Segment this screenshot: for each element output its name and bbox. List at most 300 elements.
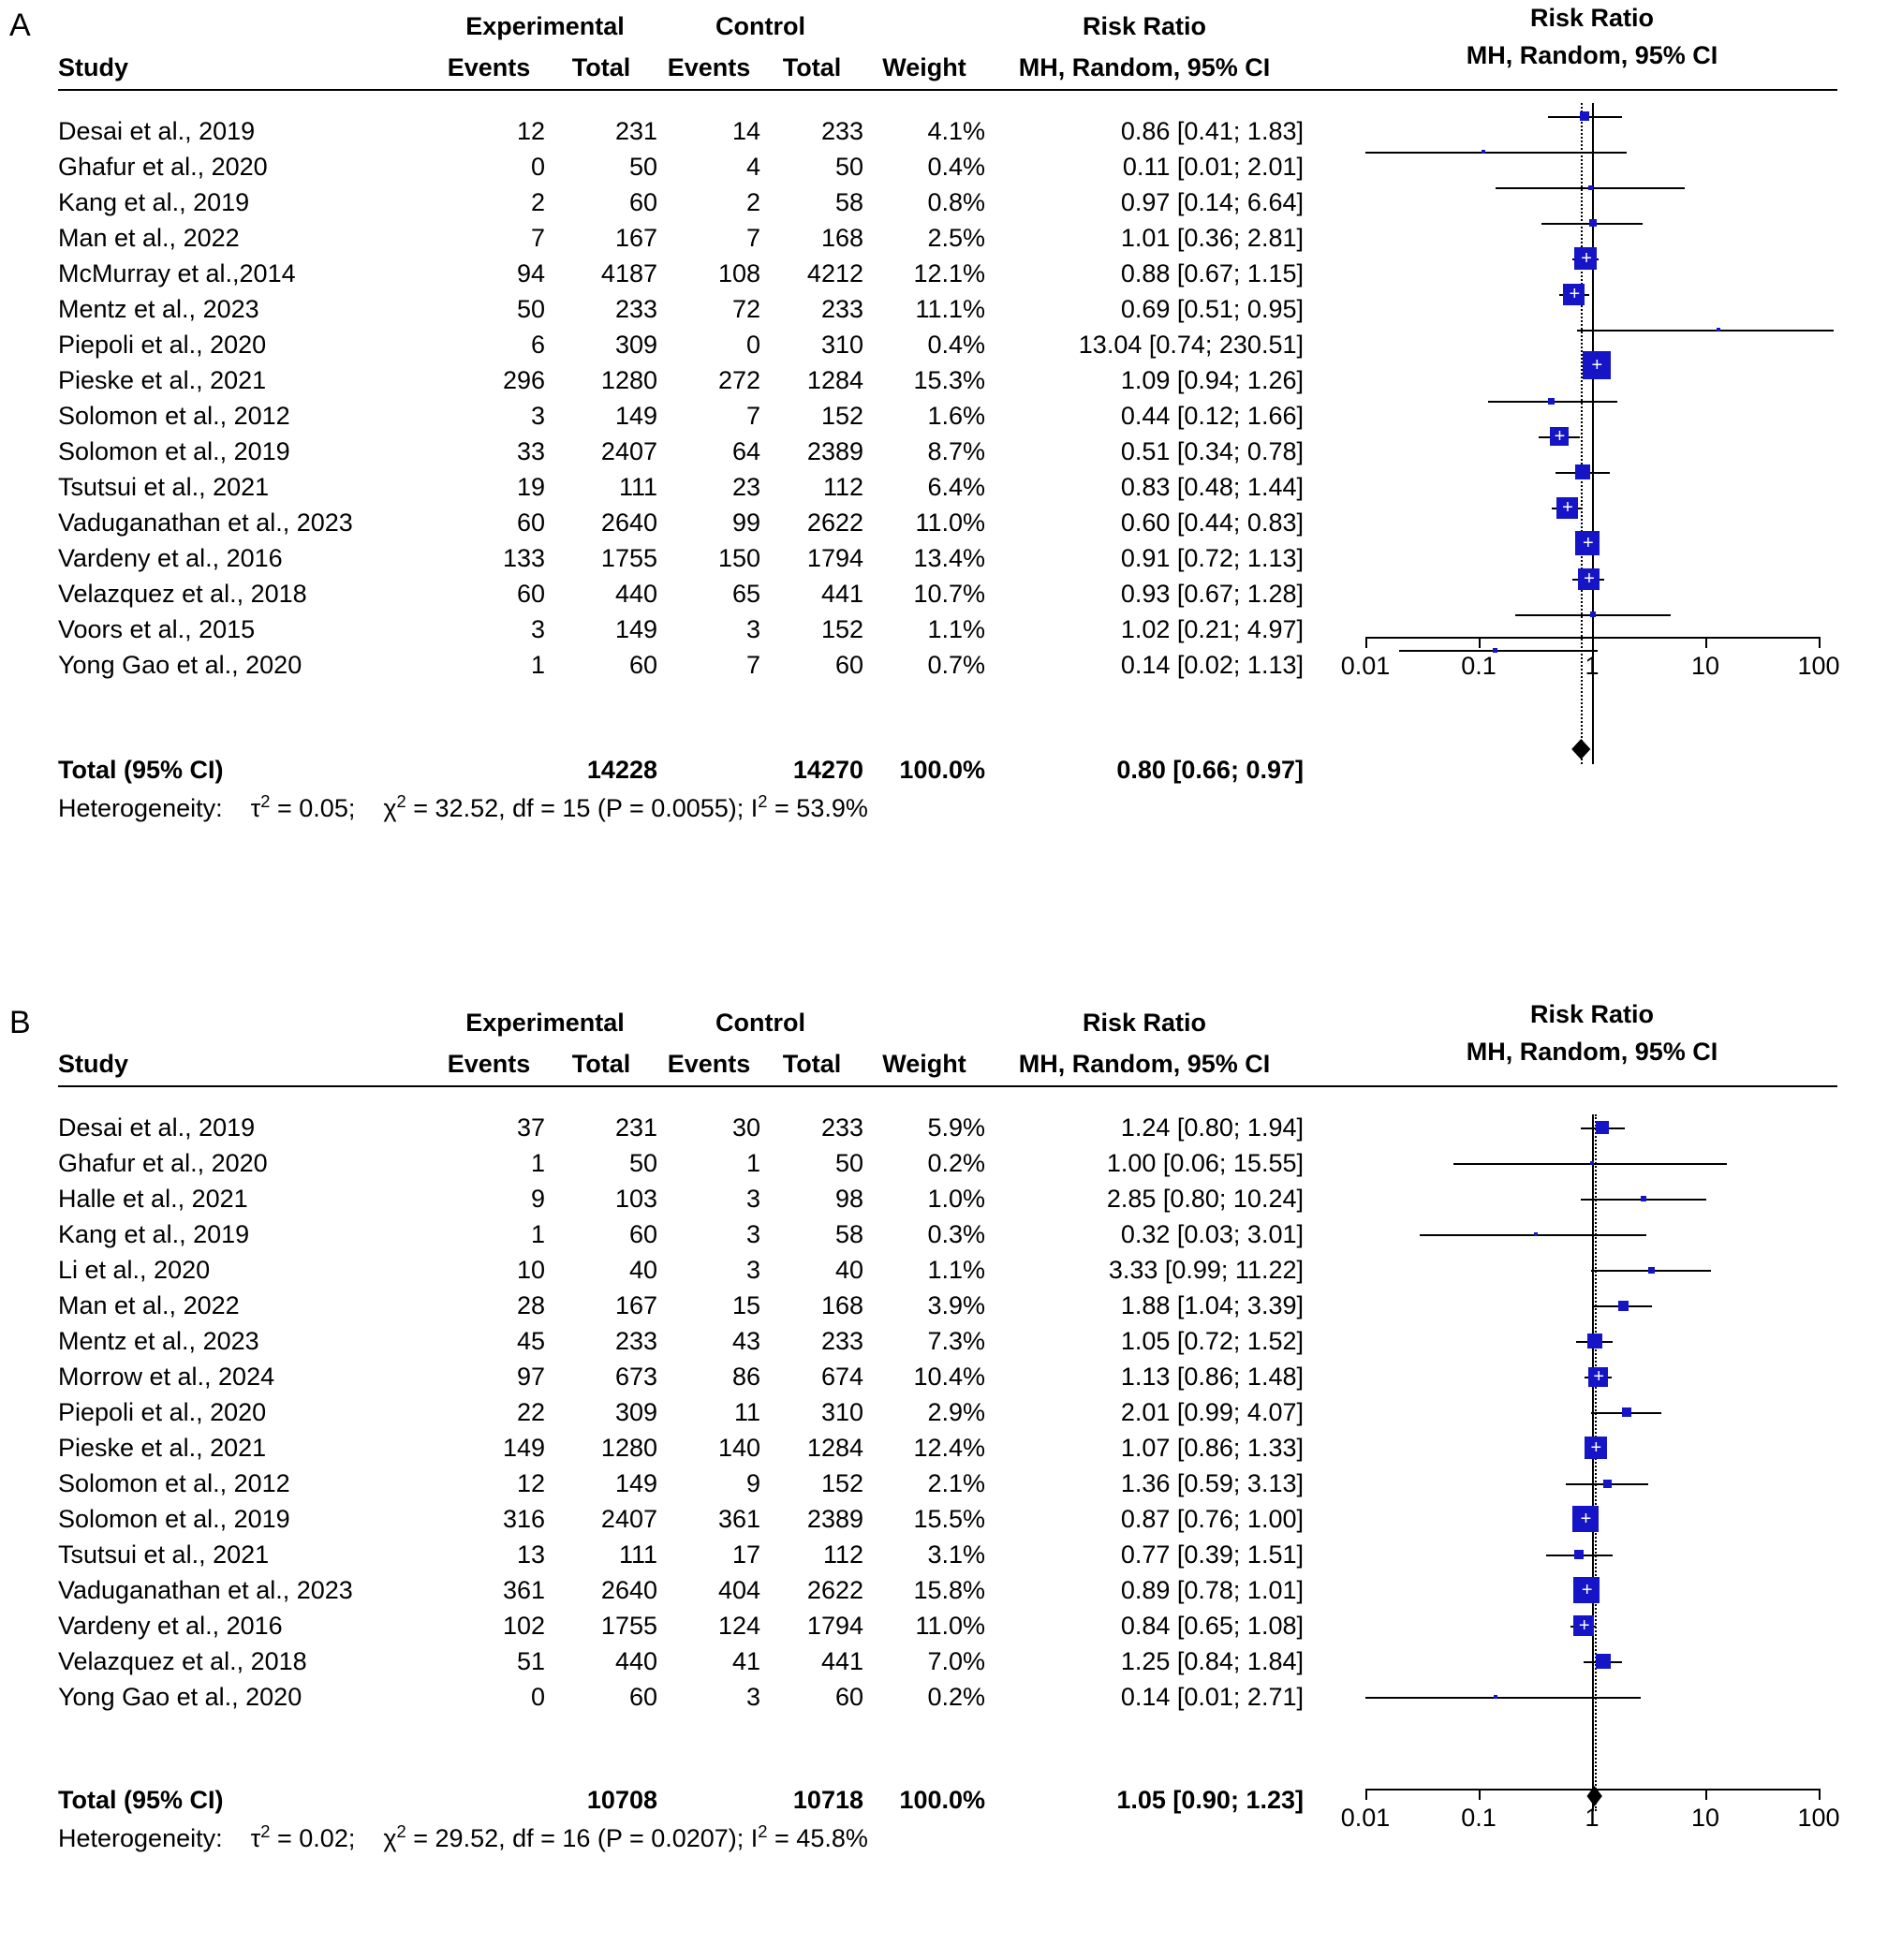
cell-ctl-events: 7 — [745, 402, 760, 430]
cell-exp-total: 149 — [614, 402, 657, 430]
cell-weight: 0.2% — [927, 1683, 985, 1711]
cell-ctl-total: 441 — [820, 1647, 863, 1675]
cell-ctl-total: 1794 — [806, 544, 863, 572]
header-risk-ratio: Risk Ratio — [1082, 12, 1207, 40]
cell-exp-total: 167 — [614, 224, 657, 252]
cell-study: Vaduganathan et al., 2023 — [58, 508, 353, 537]
cell-weight: 2.5% — [927, 224, 985, 252]
x-axis-tick-label: 10 — [1690, 1804, 1720, 1832]
cell-ctl-total: 233 — [820, 1327, 863, 1355]
cell-weight: 11.1% — [915, 295, 985, 323]
cell-ctl-events: 7 — [745, 224, 760, 252]
cell-exp-events: 22 — [516, 1398, 545, 1426]
table-row — [58, 1641, 1304, 1676]
heterogeneity-a: Heterogeneity: $\tau^2 = 0.05$; $\chi^2 = 32.52$, df = 15 (P = 0.0055); $I^2 = 53.9\%$ — [58, 791, 868, 822]
cell-ctl-total: 441 — [820, 580, 863, 608]
cell-rr-ci: 1.88 [1.04; 3.39] — [1120, 1291, 1304, 1319]
cell-ctl-events: 86 — [731, 1363, 760, 1391]
cell-exp-total: 1755 — [600, 1612, 657, 1640]
cell-weight: 2.9% — [927, 1398, 985, 1426]
cell-ctl-events: 3 — [745, 1256, 760, 1284]
cell-exp-events: 102 — [502, 1612, 545, 1640]
x-axis-tick-label: 0.01 — [1340, 652, 1391, 680]
cell-weight: 3.1% — [927, 1540, 985, 1569]
header-risk-ratio-b: Risk Ratio — [1082, 1009, 1207, 1037]
cell-study: Piepoli et al., 2020 — [58, 331, 267, 359]
table-row — [58, 1427, 1304, 1463]
cell-ctl-total: 112 — [822, 473, 863, 501]
cell-exp-events: 0 — [530, 153, 545, 181]
cell-weight: 1.1% — [927, 1256, 985, 1284]
cell-ctl-events: 4 — [745, 153, 760, 181]
cell-rr-ci: 1.09 [0.94; 1.26] — [1120, 366, 1304, 394]
cell-exp-events: 2 — [530, 188, 545, 216]
cell-ctl-events: 272 — [717, 366, 760, 394]
table-row — [58, 217, 1304, 253]
cell-exp-total: 1755 — [600, 544, 657, 572]
x-axis-tick — [1479, 637, 1481, 648]
cell-ctl-total: 152 — [820, 1469, 863, 1497]
table-row — [58, 1214, 1304, 1249]
cell-ctl-events: 140 — [717, 1434, 760, 1462]
x-axis-tick-label: 0.01 — [1340, 1804, 1391, 1832]
heterogeneity-chi: = 32.52, df = 15 (P = 0.0055); I — [413, 794, 759, 822]
cell-exp-total: 111 — [618, 1540, 657, 1569]
cell-study: Li et al., 2020 — [58, 1256, 211, 1284]
cell-study: Mentz et al., 2023 — [58, 295, 259, 323]
cell-exp-total: 50 — [628, 153, 657, 181]
cell-exp-total: 2407 — [600, 1505, 657, 1533]
cell-exp-events: 37 — [516, 1113, 545, 1142]
cell-ctl-total: 58 — [834, 1220, 863, 1248]
total-weight-b: 100.0% — [899, 1786, 985, 1814]
cell-ctl-total: 98 — [834, 1185, 863, 1213]
cell-study: Man et al., 2022 — [58, 224, 240, 252]
total-weight: 100.0% — [899, 756, 985, 784]
confidence-interval-line — [1420, 1234, 1646, 1236]
table-row — [58, 1498, 1304, 1534]
cell-ctl-total: 1794 — [806, 1612, 863, 1640]
cell-weight: 12.4% — [913, 1434, 985, 1462]
cell-ctl-total: 310 — [820, 1398, 863, 1426]
table-row — [58, 288, 1304, 324]
cell-exp-events: 13 — [516, 1540, 545, 1569]
forest-table-a — [58, 4, 1304, 82]
cell-exp-total: 60 — [628, 188, 657, 216]
cell-weight: 3.9% — [927, 1291, 985, 1319]
x-axis-tick-label: 1 — [1585, 1804, 1600, 1832]
cell-ctl-events: 72 — [731, 295, 760, 323]
cell-exp-total: 231 — [614, 1113, 657, 1142]
cell-study: Yong Gao et al., 2020 — [58, 651, 302, 679]
cell-exp-total: 673 — [614, 1363, 657, 1391]
header-weight: Weight — [882, 53, 966, 81]
effect-size-marker — [1574, 1550, 1584, 1559]
cell-rr-ci: 0.77 [0.39; 1.51] — [1120, 1540, 1304, 1569]
forest-table-b — [58, 1000, 1304, 1079]
heterogeneity-chi-b: = 29.52, df = 16 (P = 0.0207); I — [413, 1824, 759, 1852]
x-axis-tick — [1365, 1789, 1367, 1800]
forest-total-a — [58, 749, 1304, 785]
effect-size-marker — [1588, 185, 1593, 190]
cell-ctl-events: 124 — [717, 1612, 760, 1640]
total-ctl-total-b: 10718 — [792, 1786, 863, 1814]
marker-center-tick: + — [1578, 1615, 1590, 1636]
cell-ctl-events: 14 — [731, 117, 760, 145]
confidence-interval-line — [1577, 330, 1834, 332]
effect-size-marker — [1590, 1161, 1594, 1165]
cell-rr-ci: 0.86 [0.41; 1.83] — [1120, 117, 1304, 145]
confidence-interval-line — [1365, 152, 1627, 154]
header-control-b: Control — [715, 1009, 805, 1037]
cell-ctl-total: 1284 — [806, 366, 863, 394]
cell-ctl-events: 2 — [745, 188, 760, 216]
cell-ctl-events: 0 — [745, 331, 760, 359]
cell-exp-total: 4187 — [600, 259, 657, 287]
cell-exp-total: 167 — [614, 1291, 657, 1319]
cell-exp-events: 51 — [516, 1647, 545, 1675]
cell-study: Vardeny et al., 2016 — [58, 544, 283, 572]
cell-ctl-events: 361 — [717, 1505, 760, 1533]
spacer-cell-b2 — [863, 1000, 985, 1038]
panel-label-b: B — [9, 1005, 31, 1040]
cell-study: Desai et al., 2019 — [58, 117, 256, 145]
header-ctl-events: Events — [667, 53, 751, 81]
x-axis-tick-label: 100 — [1797, 652, 1840, 680]
header-weight-b: Weight — [882, 1050, 966, 1078]
marker-center-tick: + — [1562, 497, 1573, 518]
cell-study: Kang et al., 2019 — [58, 1220, 250, 1248]
cell-weight: 0.2% — [927, 1149, 985, 1177]
header-experimental-b: Experimental — [465, 1009, 625, 1037]
cell-weight: 5.9% — [927, 1113, 985, 1142]
cell-exp-events: 1 — [530, 1220, 545, 1248]
total-rr-ci: 0.80 [0.66; 0.97] — [1116, 756, 1304, 784]
cell-exp-total: 309 — [614, 331, 657, 359]
effect-size-marker — [1580, 111, 1589, 121]
cell-ctl-total: 2389 — [806, 1505, 863, 1533]
table-row — [58, 1107, 1304, 1142]
cell-ctl-total: 50 — [834, 153, 863, 181]
effect-size-marker — [1548, 398, 1555, 405]
spacer-cell-b — [58, 1000, 433, 1038]
cell-rr-ci: 0.83 [0.48; 1.44] — [1120, 473, 1304, 501]
cell-rr-ci: 0.97 [0.14; 6.64] — [1120, 188, 1304, 216]
table-row — [58, 1142, 1304, 1178]
table-row — [58, 1249, 1304, 1285]
cell-rr-ci: 0.60 [0.44; 0.83] — [1120, 508, 1304, 537]
cell-rr-ci: 0.87 [0.76; 1.00] — [1120, 1505, 1304, 1533]
total-ctl-total: 14270 — [792, 756, 863, 784]
table-row — [58, 146, 1304, 182]
cell-ctl-total: 152 — [820, 615, 863, 643]
header-study: Study — [58, 53, 129, 81]
cell-ctl-total: 674 — [820, 1363, 863, 1391]
cell-ctl-events: 150 — [717, 544, 760, 572]
cell-exp-events: 97 — [516, 1363, 545, 1391]
cell-rr-ci: 0.88 [0.67; 1.15] — [1120, 259, 1304, 287]
heterogeneity-label-b: Heterogeneity: — [58, 1824, 223, 1852]
header-exp-total-b: Total — [571, 1050, 631, 1078]
cell-rr-ci: 0.44 [0.12; 1.66] — [1120, 402, 1304, 430]
confidence-interval-line — [1365, 1697, 1641, 1699]
header-exp-total: Total — [571, 53, 631, 81]
pooled-effect-dotted-line — [1595, 1114, 1597, 1811]
header-control: Control — [715, 12, 805, 40]
table-row — [58, 466, 1304, 502]
cell-ctl-events: 30 — [731, 1113, 760, 1142]
forest-rows-b — [58, 1107, 1304, 1712]
cell-study: Man et al., 2022 — [58, 1291, 240, 1319]
header-rr-ci: MH, Random, 95% CI — [1018, 53, 1271, 81]
cell-study: Ghafur et al., 2020 — [58, 1149, 268, 1177]
cell-ctl-total: 310 — [820, 331, 863, 359]
x-axis-tick — [1592, 1789, 1594, 1800]
cell-exp-events: 3 — [530, 615, 545, 643]
cell-weight: 12.1% — [913, 259, 985, 287]
cell-study: McMurray et al.,2014 — [58, 259, 296, 287]
total-row-b — [58, 1779, 1304, 1815]
cell-ctl-total: 233 — [820, 1113, 863, 1142]
cell-study: Morrow et al., 2024 — [58, 1363, 275, 1391]
x-axis-tick-label: 0.1 — [1461, 1804, 1497, 1832]
forest-header-title-a: Risk Ratio — [1529, 4, 1655, 32]
heterogeneity-label: Heterogeneity: — [58, 794, 223, 822]
cell-exp-events: 10 — [516, 1256, 545, 1284]
cell-ctl-total: 40 — [834, 1256, 863, 1284]
cell-rr-ci: 1.25 [0.84; 1.84] — [1120, 1647, 1304, 1675]
cell-ctl-events: 3 — [745, 1683, 760, 1711]
header-rule-b — [58, 1085, 1837, 1087]
marker-center-tick: + — [1554, 426, 1566, 447]
effect-size-marker — [1534, 1232, 1538, 1236]
cell-exp-total: 60 — [628, 1683, 657, 1711]
cell-rr-ci: 0.89 [0.78; 1.01] — [1120, 1576, 1304, 1604]
table-row — [58, 644, 1304, 680]
x-axis-tick — [1365, 637, 1367, 648]
marker-center-tick: + — [1584, 568, 1595, 589]
cell-rr-ci: 0.91 [0.72; 1.13] — [1120, 544, 1304, 572]
effect-size-marker — [1590, 612, 1596, 617]
heterogeneity-isq: = 53.9% — [774, 794, 868, 822]
table-row — [58, 609, 1304, 644]
table-header-row-groups — [58, 4, 1304, 41]
table-header-row-columns-b — [58, 1038, 1304, 1079]
cell-exp-total: 149 — [614, 615, 657, 643]
cell-exp-total: 440 — [614, 1647, 657, 1675]
x-axis-tick-label: 0.1 — [1461, 652, 1497, 680]
effect-size-marker — [1596, 1654, 1611, 1669]
header-ctl-events-b: Events — [667, 1050, 751, 1078]
cell-study: Vaduganathan et al., 2023 — [58, 1576, 353, 1604]
cell-weight: 0.8% — [927, 188, 985, 216]
cell-ctl-total: 4212 — [806, 259, 863, 287]
cell-exp-total: 50 — [628, 1149, 657, 1177]
marker-center-tick: + — [1583, 533, 1594, 553]
cell-ctl-total: 2622 — [806, 1576, 863, 1604]
cell-rr-ci: 13.04 [0.74; 230.51] — [1078, 331, 1304, 359]
header-exp-events-b: Events — [447, 1050, 531, 1078]
cell-weight: 2.1% — [927, 1469, 985, 1497]
cell-ctl-events: 1 — [745, 1149, 760, 1177]
table-row — [58, 1676, 1304, 1712]
cell-rr-ci: 1.01 [0.36; 2.81] — [1120, 224, 1304, 252]
marker-center-tick: + — [1590, 1437, 1602, 1458]
table-row — [58, 324, 1304, 360]
cell-ctl-total: 60 — [834, 651, 863, 679]
table-row — [58, 360, 1304, 395]
cell-ctl-events: 64 — [731, 437, 760, 465]
forest-rows-a — [58, 111, 1304, 680]
header-experimental: Experimental — [465, 12, 625, 40]
table-row — [58, 1320, 1304, 1356]
x-axis-tick — [1705, 1789, 1707, 1800]
cell-ctl-total: 168 — [820, 1291, 863, 1319]
table-row — [58, 1392, 1304, 1427]
cell-exp-events: 9 — [530, 1185, 545, 1213]
cell-rr-ci: 3.33 [0.99; 11.22] — [1108, 1256, 1304, 1284]
cell-rr-ci: 1.02 [0.21; 4.97] — [1120, 615, 1304, 643]
cell-ctl-events: 15 — [731, 1291, 760, 1319]
cell-rr-ci: 1.05 [0.72; 1.52] — [1120, 1327, 1304, 1355]
forest-header-sub-b: MH, Random, 95% CI — [1466, 1038, 1718, 1066]
cell-ctl-total: 112 — [822, 1540, 863, 1569]
cell-ctl-total: 60 — [834, 1683, 863, 1711]
cell-exp-events: 0 — [530, 1683, 545, 1711]
cell-exp-events: 28 — [516, 1291, 545, 1319]
cell-weight: 15.5% — [913, 1505, 985, 1533]
cell-exp-total: 1280 — [600, 1434, 657, 1462]
cell-ctl-total: 58 — [834, 188, 863, 216]
spacer-cell — [58, 4, 433, 41]
cell-ctl-total: 2622 — [806, 508, 863, 537]
x-axis-tick-label: 1 — [1585, 652, 1600, 680]
cell-study: Solomon et al., 2019 — [58, 437, 290, 465]
table-row — [58, 1534, 1304, 1569]
total-exp-total: 14228 — [586, 756, 657, 784]
cell-exp-total: 40 — [628, 1256, 657, 1284]
cell-exp-total: 309 — [614, 1398, 657, 1426]
heterogeneity-tau-b: = 0.02; — [277, 1824, 356, 1852]
header-ctl-total: Total — [782, 53, 842, 81]
cell-exp-events: 316 — [502, 1505, 545, 1533]
cell-ctl-total: 233 — [820, 295, 863, 323]
cell-ctl-total: 152 — [820, 402, 863, 430]
cell-rr-ci: 0.93 [0.67; 1.28] — [1120, 580, 1304, 608]
table-row — [58, 573, 1304, 609]
effect-size-marker — [1596, 1121, 1609, 1134]
cell-weight: 15.3% — [913, 366, 985, 394]
forest-plot-area-b — [1340, 1105, 1840, 1929]
cell-exp-events: 12 — [516, 117, 545, 145]
cell-exp-total: 233 — [614, 1327, 657, 1355]
cell-study: Pieske et al., 2021 — [58, 1434, 267, 1462]
cell-rr-ci: 0.11 [0.01; 2.01] — [1122, 153, 1304, 181]
header-study-b: Study — [58, 1050, 129, 1078]
total-label: Total (95% CI) — [58, 756, 224, 784]
effect-size-marker — [1575, 464, 1590, 479]
heterogeneity-isq-b: = 45.8% — [774, 1824, 868, 1852]
effect-size-marker — [1641, 1196, 1646, 1201]
cell-weight: 0.4% — [927, 153, 985, 181]
cell-study: Solomon et al., 2012 — [58, 402, 290, 430]
cell-ctl-events: 65 — [731, 580, 760, 608]
cell-ctl-events: 17 — [731, 1540, 760, 1569]
cell-rr-ci: 1.24 [0.80; 1.94] — [1120, 1113, 1304, 1142]
cell-study: Tsutsui et al., 2021 — [58, 1540, 270, 1569]
effect-size-marker — [1482, 150, 1485, 154]
pooled-effect-diamond — [1349, 733, 1836, 765]
cell-weight: 8.7% — [927, 437, 985, 465]
cell-ctl-total: 2389 — [806, 437, 863, 465]
table-row — [58, 502, 1304, 538]
header-exp-events: Events — [447, 53, 531, 81]
spacer-cell-2 — [863, 4, 985, 41]
x-axis-tick-label: 100 — [1797, 1804, 1840, 1832]
effect-size-marker — [1587, 1334, 1602, 1348]
effect-size-marker — [1494, 1695, 1497, 1699]
cell-study: Pieske et al., 2021 — [58, 366, 267, 394]
cell-exp-events: 3 — [530, 402, 545, 430]
cell-exp-events: 45 — [516, 1327, 545, 1355]
marker-center-tick: + — [1581, 1580, 1593, 1600]
cell-study: Desai et al., 2019 — [58, 1113, 256, 1142]
x-axis-tick — [1705, 637, 1707, 648]
heterogeneity-b: Heterogeneity: $\tau^2 = 0.02$; $\chi^2 = 29.52$, df = 16 (P = 0.0207); $I^2 = 45.8\%$ — [58, 1821, 868, 1852]
cell-rr-ci: 0.32 [0.03; 3.01] — [1120, 1220, 1304, 1248]
cell-rr-ci: 1.36 [0.59; 3.13] — [1120, 1469, 1304, 1497]
cell-ctl-total: 1284 — [806, 1434, 863, 1462]
cell-weight: 7.3% — [927, 1327, 985, 1355]
cell-exp-total: 233 — [614, 295, 657, 323]
x-axis-tick — [1819, 637, 1821, 648]
cell-exp-events: 19 — [516, 473, 545, 501]
cell-exp-events: 60 — [516, 580, 545, 608]
cell-weight: 4.1% — [927, 117, 985, 145]
cell-ctl-events: 3 — [745, 615, 760, 643]
forest-plot-area-a — [1340, 94, 1840, 843]
cell-ctl-events: 43 — [731, 1327, 760, 1355]
header-rr-ci-b: MH, Random, 95% CI — [1018, 1050, 1271, 1078]
cell-exp-events: 361 — [502, 1576, 545, 1604]
cell-ctl-events: 7 — [745, 651, 760, 679]
total-exp-total-b: 10708 — [586, 1786, 657, 1814]
cell-exp-events: 149 — [502, 1434, 545, 1462]
cell-exp-events: 94 — [516, 259, 545, 287]
cell-study: Kang et al., 2019 — [58, 188, 250, 216]
table-row — [58, 1178, 1304, 1214]
cell-study: Ghafur et al., 2020 — [58, 153, 268, 181]
table-row — [58, 111, 1304, 146]
cell-study: Mentz et al., 2023 — [58, 1327, 259, 1355]
table-row — [58, 431, 1304, 466]
cell-rr-ci: 2.01 [0.99; 4.07] — [1120, 1398, 1304, 1426]
cell-ctl-events: 3 — [745, 1185, 760, 1213]
table-row — [58, 395, 1304, 431]
cell-weight: 0.3% — [927, 1220, 985, 1248]
cell-weight: 0.7% — [927, 651, 985, 679]
cell-exp-total: 60 — [628, 1220, 657, 1248]
x-axis-tick-label: 10 — [1690, 652, 1720, 680]
cell-exp-total: 440 — [614, 580, 657, 608]
table-header-row-groups-b — [58, 1000, 1304, 1038]
cell-weight: 11.0% — [915, 1612, 985, 1640]
effect-size-marker — [1589, 219, 1597, 227]
cell-ctl-events: 23 — [731, 473, 760, 501]
heterogeneity-tau: = 0.05; — [277, 794, 356, 822]
cell-exp-total: 149 — [614, 1469, 657, 1497]
cell-exp-events: 7 — [530, 224, 545, 252]
